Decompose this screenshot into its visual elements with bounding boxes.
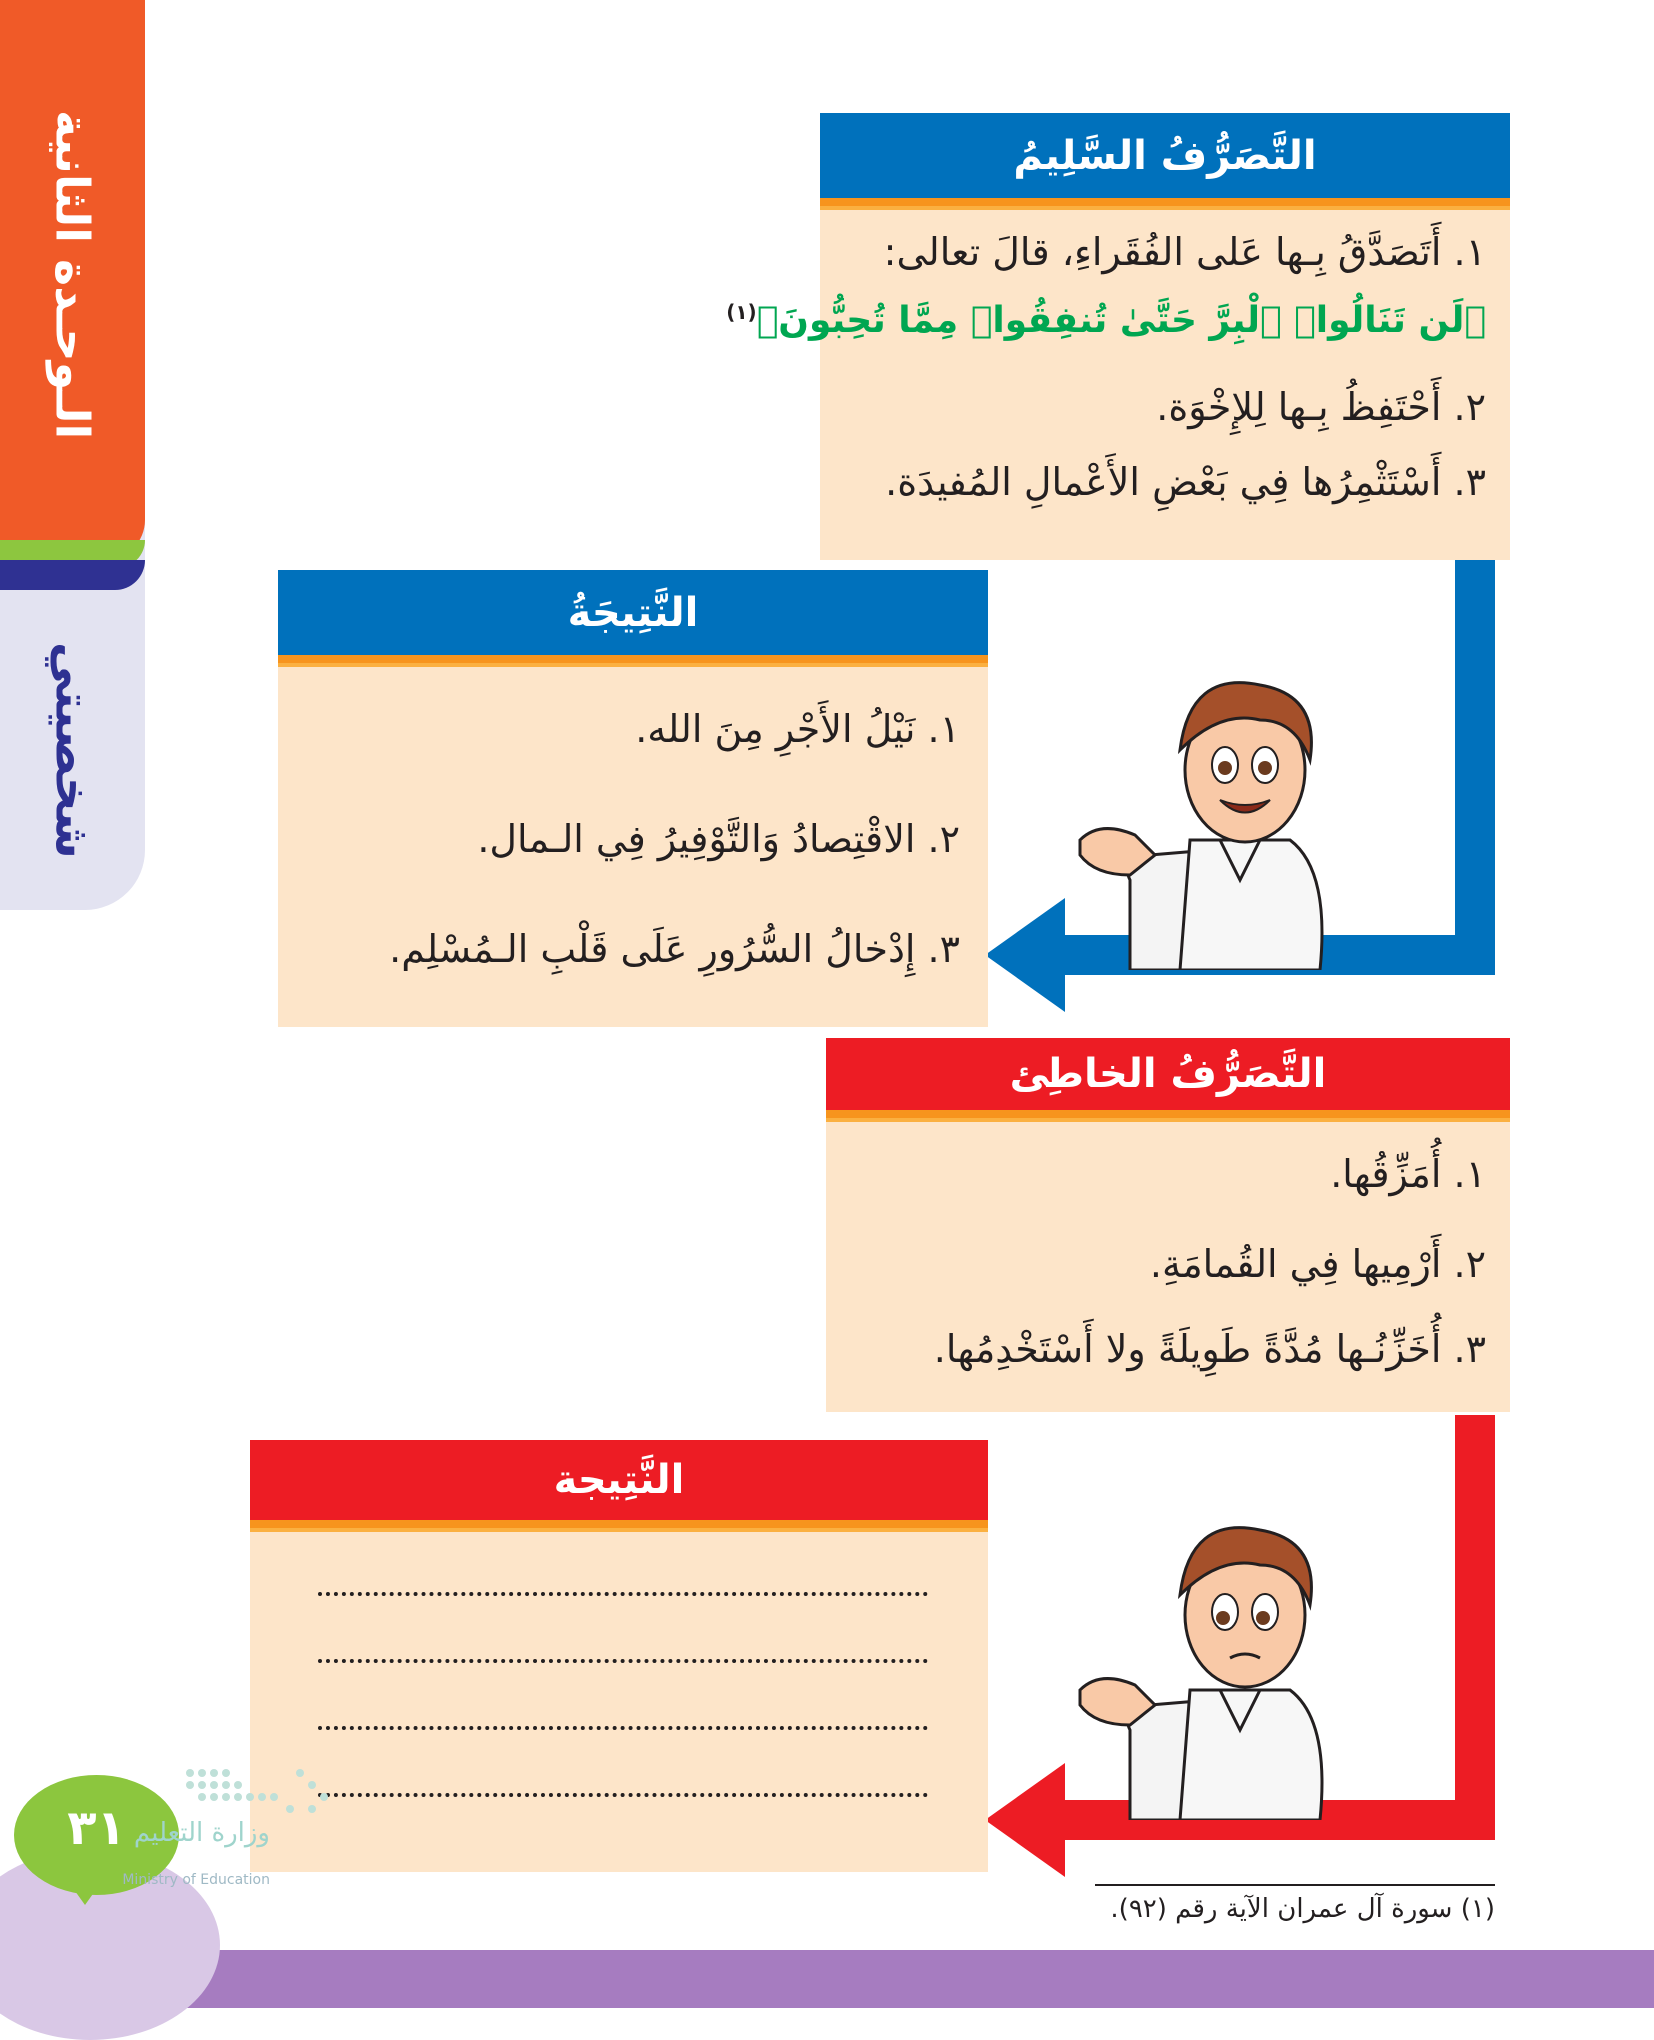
orange-divider [250,1520,988,1528]
unit-label: الـوحـدة الثانية [45,110,100,440]
wrong-result-body [250,1532,988,1872]
blue-arrow-head [985,898,1065,1012]
wrong-item-3: ٣. أُخَزِّنُـها مُدَّةً طَوِيلَةً ولا أَسْتَخْدِمُها. [933,1327,1486,1371]
correct-result-title: النَّتِيجَةُ [278,570,988,655]
quran-verse: ﴿لَن تَنَالُوا۟ ٱلْبِرَّ حَتَّىٰ تُنفِقُوا۟ مِمَّا تُحِبُّونَ﴾$^{(١)}$ [726,300,1486,341]
ministry-name-en: Ministry of Education [122,1872,270,1888]
wrong-behavior-body [826,1122,1510,1412]
correct-behavior-panel [726,113,1510,560]
wrong-item-1: ١. أُمَزِّقُها. [1330,1152,1486,1196]
correct-item-1: ١. أَتَصَدَّقُ بِـها عَلى الفُقَراءِ، قالَ تعالى: [883,230,1486,274]
red-arrow-head [985,1763,1065,1877]
correct-behavior-body [726,210,1510,560]
answer-line[interactable] [318,1592,928,1596]
red-arrow-vertical [1455,1415,1495,1840]
footnote: (١) سورة آل عمران الآية رقم (٩٢). [1110,1894,1495,1924]
wrong-item-2: ٢. أَرْمِيها فِي القُمامَةِ. [1149,1242,1486,1286]
blue-arrow-vertical [1455,560,1495,975]
correct-result-item-1: ١. نَيْلُ الأَجْرِ مِنَ الله. [635,707,960,751]
ministry-name-ar: وزارة التعليم [133,1818,270,1848]
wrong-behavior-panel [826,1038,1510,1412]
correct-behavior-title: التَّصَرُّفُ السَّلِيمُ [820,113,1510,198]
correct-result-item-3: ٣. إِدْخالُ السُّرُورِ عَلَى قَلْبِ الـمُسْلِم. [389,927,960,971]
answer-line[interactable] [318,1793,928,1797]
page-number: ٣١ [67,1800,126,1856]
wrong-result-panel [250,1440,988,1872]
orange-divider [278,655,988,663]
lesson-label: شخصيتي [44,641,101,859]
verse-footnote-ref: (١) [726,300,757,324]
correct-result-body [278,667,988,1027]
orange-divider [826,1110,1510,1118]
correct-result-panel [278,570,988,1027]
correct-result-item-2: ٢. الاقْتِصادُ وَالتَّوْفِيرُ فِي الـمال. [477,817,960,861]
footer-band [0,1950,1654,2008]
orange-divider [820,198,1510,206]
sad-boy-illustration [1060,1490,1340,1820]
wrong-behavior-title: التَّصَرُّفُ الخاطِئ [826,1038,1510,1110]
answer-line[interactable] [318,1659,928,1663]
correct-item-3: ٣. أَسْتَثْمِرُها فِي بَعْضِ الأَعْمالِ المُفيدَة. [885,460,1486,504]
answer-line[interactable] [318,1726,928,1730]
footnote-divider [1095,1884,1495,1886]
wrong-result-title: النَّتِيجة [250,1440,988,1520]
ministry-logo-icon [180,1763,350,1823]
correct-item-2: ٢. أَحْتَفِظُ بِـها لِلإِخْوَة. [1156,385,1486,429]
happy-boy-illustration [1060,650,1340,970]
